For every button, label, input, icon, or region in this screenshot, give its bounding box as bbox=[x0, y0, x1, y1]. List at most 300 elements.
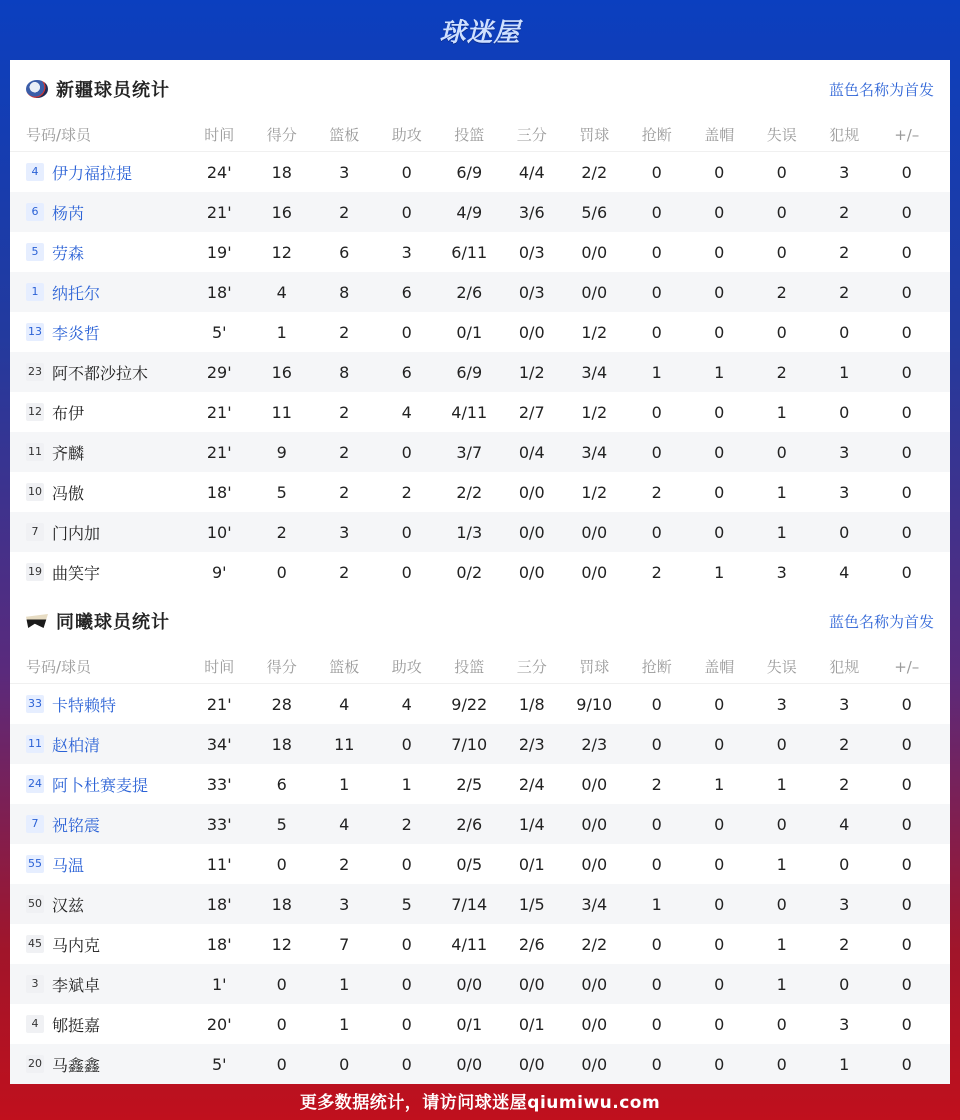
stat-cell: 0 bbox=[401, 974, 412, 994]
jersey-number: 10 bbox=[26, 483, 44, 501]
player-name[interactable]: 门内加 bbox=[52, 523, 101, 543]
stat-cell: 0 bbox=[901, 1014, 912, 1034]
column-header: 时间 bbox=[204, 126, 235, 144]
column-header: 号码/球员 bbox=[26, 126, 92, 144]
stat-cell: 28 bbox=[271, 694, 292, 714]
stat-cell: 0 bbox=[901, 734, 912, 754]
player-name[interactable]: 马内克 bbox=[52, 935, 101, 955]
stat-cell: 9/22 bbox=[451, 694, 488, 714]
stat-cell: 0 bbox=[651, 282, 662, 302]
stat-cell: 3 bbox=[839, 1014, 850, 1034]
stat-cell: 4/9 bbox=[456, 202, 483, 222]
stat-cell: 2/5 bbox=[456, 774, 483, 794]
stat-cell: 3 bbox=[339, 162, 350, 182]
stat-cell: 0/0 bbox=[581, 522, 608, 542]
column-header: 犯规 bbox=[829, 126, 860, 144]
xinjiang-team-logo-icon bbox=[26, 80, 48, 98]
stat-cell: 0 bbox=[401, 162, 412, 182]
stat-cell: 3 bbox=[339, 894, 350, 914]
player-name[interactable]: 布伊 bbox=[52, 403, 85, 423]
stat-cell: 0 bbox=[901, 894, 912, 914]
stat-cell: 0 bbox=[651, 694, 662, 714]
stat-cell: 2 bbox=[651, 482, 662, 502]
stat-cell: 0 bbox=[776, 1014, 787, 1034]
stat-cell: 2 bbox=[401, 814, 412, 834]
stat-cell: 0 bbox=[776, 202, 787, 222]
column-header: 投篮 bbox=[454, 658, 485, 676]
stats-card bbox=[10, 60, 950, 1080]
stat-cell: 2/2 bbox=[581, 162, 608, 182]
stat-cell: 0 bbox=[714, 282, 725, 302]
stat-cell: 5' bbox=[211, 1054, 227, 1074]
stat-cell: 0/0 bbox=[581, 562, 608, 582]
stat-cell: 3/4 bbox=[581, 894, 608, 914]
stat-cell: 0/3 bbox=[518, 242, 545, 262]
stat-cell: 0 bbox=[401, 322, 412, 342]
stat-cell: 1' bbox=[211, 974, 227, 994]
stat-cell: 0 bbox=[901, 242, 912, 262]
player-row[interactable] bbox=[10, 684, 950, 724]
stat-cell: 18 bbox=[271, 894, 292, 914]
jersey-number: 24 bbox=[26, 775, 44, 793]
stat-cell: 0 bbox=[276, 1014, 287, 1034]
stat-cell: 11 bbox=[271, 402, 292, 422]
stat-cell: 0/0 bbox=[581, 774, 608, 794]
stat-cell: 0 bbox=[714, 734, 725, 754]
stat-cell: 6/9 bbox=[456, 162, 483, 182]
player-name[interactable]: 齐麟 bbox=[52, 443, 85, 463]
player-row[interactable] bbox=[10, 512, 950, 552]
stat-cell: 3 bbox=[839, 482, 850, 502]
stat-cell: 0/0 bbox=[581, 814, 608, 834]
team-stats-title: 新疆球员统计 bbox=[56, 80, 170, 101]
stat-cell: 4/4 bbox=[518, 162, 545, 182]
stat-cell: 4 bbox=[401, 402, 412, 422]
player-row[interactable] bbox=[10, 1004, 950, 1044]
stat-cell: 0 bbox=[776, 162, 787, 182]
player-row[interactable] bbox=[10, 232, 950, 272]
stat-cell: 0 bbox=[901, 322, 912, 342]
stat-cell: 0/0 bbox=[518, 322, 545, 342]
column-header: 罚球 bbox=[579, 126, 610, 144]
stat-cell: 0 bbox=[401, 442, 412, 462]
stat-cell: 18 bbox=[271, 734, 292, 754]
stat-cell: 4 bbox=[276, 282, 287, 302]
stat-cell: 2 bbox=[651, 562, 662, 582]
stat-cell: 6 bbox=[276, 774, 287, 794]
stat-cell: 0 bbox=[401, 934, 412, 954]
stat-cell: 0 bbox=[714, 934, 725, 954]
stat-cell: 9' bbox=[211, 562, 227, 582]
player-cell bbox=[10, 1053, 188, 1076]
stat-cell: 0 bbox=[401, 1014, 412, 1034]
player-name[interactable]: 杨芮 bbox=[52, 203, 85, 223]
stat-cell: 2 bbox=[276, 522, 287, 542]
site-header bbox=[0, 0, 960, 60]
stat-cell: 2/6 bbox=[518, 934, 545, 954]
stat-cell: 0 bbox=[839, 522, 850, 542]
player-row[interactable] bbox=[10, 924, 950, 964]
stat-cell: 1 bbox=[776, 522, 787, 542]
jersey-number: 19 bbox=[26, 563, 44, 581]
section-title bbox=[26, 76, 170, 102]
player-cell bbox=[10, 321, 188, 344]
player-cell bbox=[10, 161, 188, 184]
player-name[interactable]: 郇挺嘉 bbox=[52, 1015, 101, 1035]
stat-cell: 29' bbox=[206, 362, 232, 382]
stat-cell: 5/6 bbox=[581, 202, 608, 222]
stat-cell: 6 bbox=[339, 242, 350, 262]
stat-cell: 4 bbox=[339, 694, 350, 714]
stat-cell: 0 bbox=[651, 202, 662, 222]
player-name[interactable]: 赵柏清 bbox=[52, 735, 101, 755]
stat-cell: 16 bbox=[271, 362, 292, 382]
player-row[interactable] bbox=[10, 272, 950, 312]
stat-cell: 3 bbox=[339, 522, 350, 542]
stat-cell: 2/7 bbox=[518, 402, 545, 422]
column-header: 号码/球员 bbox=[26, 658, 92, 676]
jersey-number: 45 bbox=[26, 935, 44, 953]
stat-cell: 0 bbox=[714, 694, 725, 714]
jersey-number: 33 bbox=[26, 695, 44, 713]
stat-cell: 8 bbox=[339, 282, 350, 302]
stat-cell: 0 bbox=[901, 974, 912, 994]
section-header bbox=[10, 60, 950, 118]
stat-cell: 11 bbox=[334, 734, 355, 754]
stat-cell: 0/0 bbox=[456, 1054, 483, 1074]
stat-cell: 0 bbox=[901, 362, 912, 382]
player-row[interactable] bbox=[10, 884, 950, 924]
column-header-row bbox=[10, 118, 950, 152]
stat-cell: 0 bbox=[651, 734, 662, 754]
stat-cell: 3 bbox=[401, 242, 412, 262]
player-cell bbox=[10, 1013, 188, 1036]
stat-cell: 0 bbox=[651, 1014, 662, 1034]
jersey-number: 50 bbox=[26, 895, 44, 913]
stat-cell: 12 bbox=[271, 934, 292, 954]
stat-cell: 0/1 bbox=[518, 1014, 545, 1034]
stat-cell: 24' bbox=[206, 162, 232, 182]
stat-cell: 1/2 bbox=[581, 482, 608, 502]
stat-cell: 0 bbox=[651, 814, 662, 834]
team-stats-title: 同曦球员统计 bbox=[56, 612, 170, 633]
stat-cell: 18 bbox=[271, 162, 292, 182]
stat-cell: 0 bbox=[901, 854, 912, 874]
jersey-number: 4 bbox=[26, 163, 44, 181]
player-row[interactable] bbox=[10, 804, 950, 844]
player-name[interactable]: 李斌卓 bbox=[52, 975, 101, 995]
player-cell bbox=[10, 561, 188, 584]
stat-cell: 2/6 bbox=[456, 282, 483, 302]
player-row[interactable] bbox=[10, 312, 950, 352]
jersey-number: 5 bbox=[26, 243, 44, 261]
player-row[interactable] bbox=[10, 432, 950, 472]
stat-cell: 0 bbox=[901, 694, 912, 714]
stat-cell: 0 bbox=[901, 402, 912, 422]
stat-cell: 18' bbox=[206, 482, 232, 502]
player-name[interactable]: 汉兹 bbox=[52, 895, 85, 915]
stat-cell: 2 bbox=[401, 482, 412, 502]
player-cell bbox=[10, 281, 188, 304]
jersey-number: 4 bbox=[26, 1015, 44, 1033]
stat-cell: 3 bbox=[776, 694, 787, 714]
jersey-number: 6 bbox=[26, 203, 44, 221]
stat-cell: 0 bbox=[714, 894, 725, 914]
column-header: 抢断 bbox=[641, 658, 672, 676]
player-cell bbox=[10, 973, 188, 996]
player-row[interactable] bbox=[10, 1044, 950, 1084]
player-row[interactable] bbox=[10, 552, 950, 592]
stat-cell: 1/8 bbox=[518, 694, 545, 714]
stat-cell: 1 bbox=[776, 934, 787, 954]
stat-cell: 19' bbox=[206, 242, 232, 262]
footer-text[interactable]: 更多数据统计，请访问球迷屋qiumiwu.com bbox=[299, 1092, 661, 1113]
jersey-number: 13 bbox=[26, 323, 44, 341]
stat-cell: 0 bbox=[901, 282, 912, 302]
column-header: 时间 bbox=[204, 658, 235, 676]
stat-cell: 0 bbox=[714, 974, 725, 994]
stat-cell: 0 bbox=[901, 162, 912, 182]
stat-cell: 0 bbox=[776, 734, 787, 754]
stat-cell: 6 bbox=[401, 362, 412, 382]
stat-cell: 1 bbox=[714, 774, 725, 794]
stat-cell: 1/2 bbox=[518, 362, 545, 382]
stat-cell: 3 bbox=[839, 894, 850, 914]
stat-cell: 0 bbox=[401, 562, 412, 582]
stat-cell: 2/2 bbox=[581, 934, 608, 954]
stat-cell: 3/7 bbox=[456, 442, 483, 462]
site-logo[interactable]: 球迷屋 bbox=[439, 17, 521, 48]
stat-cell: 1 bbox=[339, 974, 350, 994]
stat-cell: 16 bbox=[271, 202, 292, 222]
column-header: 失误 bbox=[766, 658, 797, 676]
stat-cell: 18' bbox=[206, 282, 232, 302]
stat-cell: 0 bbox=[651, 934, 662, 954]
jersey-number: 20 bbox=[26, 1055, 44, 1073]
stat-cell: 0 bbox=[651, 1054, 662, 1074]
column-header: 盖帽 bbox=[704, 126, 735, 144]
stat-cell: 0 bbox=[276, 974, 287, 994]
stat-cell: 0 bbox=[401, 202, 412, 222]
stat-cell: 21' bbox=[206, 442, 232, 462]
stat-cell: 6/9 bbox=[456, 362, 483, 382]
stat-cell: 0 bbox=[401, 522, 412, 542]
stat-cell: 2 bbox=[339, 442, 350, 462]
stat-cell: 4 bbox=[339, 814, 350, 834]
player-name[interactable]: 冯傲 bbox=[52, 483, 85, 503]
player-name[interactable]: 马鑫鑫 bbox=[52, 1055, 101, 1075]
stat-cell: 0 bbox=[714, 482, 725, 502]
player-cell bbox=[10, 933, 188, 956]
stat-cell: 0 bbox=[839, 854, 850, 874]
stat-cell: 0 bbox=[339, 1054, 350, 1074]
stat-cell: 0 bbox=[714, 854, 725, 874]
stat-cell: 2 bbox=[839, 734, 850, 754]
stat-cell: 3/4 bbox=[581, 442, 608, 462]
stat-cell: 34' bbox=[206, 734, 232, 754]
stat-cell: 0 bbox=[401, 1054, 412, 1074]
stat-cell: 0 bbox=[651, 442, 662, 462]
stat-cell: 1 bbox=[651, 894, 662, 914]
stat-cell: 11' bbox=[206, 854, 232, 874]
stat-cell: 5 bbox=[276, 814, 287, 834]
stat-cell: 6/11 bbox=[451, 242, 488, 262]
stat-cell: 9/10 bbox=[576, 694, 613, 714]
stat-cell: 2 bbox=[776, 282, 787, 302]
stat-cell: 0 bbox=[714, 522, 725, 542]
column-header: 篮板 bbox=[329, 658, 360, 676]
player-row[interactable] bbox=[10, 192, 950, 232]
stat-cell: 0/0 bbox=[581, 1014, 608, 1034]
stat-cell: 1 bbox=[776, 774, 787, 794]
stat-cell: 1 bbox=[651, 362, 662, 382]
stat-cell: 1/5 bbox=[518, 894, 545, 914]
stat-cell: 0 bbox=[776, 242, 787, 262]
team-section bbox=[10, 592, 950, 1084]
stat-cell: 10' bbox=[206, 522, 232, 542]
stat-cell: 21' bbox=[206, 402, 232, 422]
stat-cell: 0/0 bbox=[518, 522, 545, 542]
stat-cell: 0 bbox=[714, 322, 725, 342]
player-name[interactable]: 李炎哲 bbox=[52, 323, 101, 343]
stat-cell: 0/3 bbox=[518, 282, 545, 302]
stat-cell: 1 bbox=[401, 774, 412, 794]
stat-cell: 0 bbox=[839, 974, 850, 994]
player-row[interactable] bbox=[10, 844, 950, 884]
stat-cell: 3 bbox=[839, 694, 850, 714]
player-cell bbox=[10, 521, 188, 544]
stat-cell: 0 bbox=[651, 322, 662, 342]
stat-cell: 2 bbox=[339, 854, 350, 874]
player-name[interactable]: 阿不都沙拉木 bbox=[52, 363, 149, 383]
stat-cell: 2 bbox=[339, 562, 350, 582]
jersey-number: 3 bbox=[26, 975, 44, 993]
player-cell bbox=[10, 201, 188, 224]
player-cell bbox=[10, 893, 188, 916]
stat-cell: 1/2 bbox=[581, 402, 608, 422]
player-row[interactable] bbox=[10, 472, 950, 512]
stat-cell: 1 bbox=[776, 482, 787, 502]
column-header: 得分 bbox=[266, 126, 297, 144]
player-name[interactable]: 祝铭震 bbox=[52, 815, 101, 835]
stat-cell: 4 bbox=[839, 562, 850, 582]
stat-cell: 3 bbox=[839, 162, 850, 182]
column-header: +/– bbox=[894, 657, 920, 676]
column-header: 犯规 bbox=[829, 658, 860, 676]
player-name[interactable]: 阿卜杜赛麦提 bbox=[52, 775, 149, 795]
column-header: 罚球 bbox=[579, 658, 610, 676]
jersey-number: 1 bbox=[26, 283, 44, 301]
player-name[interactable]: 伊力福拉提 bbox=[52, 163, 133, 183]
player-name[interactable]: 纳托尔 bbox=[52, 283, 101, 303]
stat-cell: 18' bbox=[206, 894, 232, 914]
stat-cell: 0 bbox=[776, 894, 787, 914]
stat-cell: 2 bbox=[651, 774, 662, 794]
player-row[interactable] bbox=[10, 152, 950, 192]
column-header: +/– bbox=[894, 125, 920, 144]
player-row[interactable] bbox=[10, 352, 950, 392]
stat-cell: 9 bbox=[276, 442, 287, 462]
player-cell bbox=[10, 853, 188, 876]
stat-cell: 0 bbox=[901, 774, 912, 794]
stat-cell: 0 bbox=[651, 162, 662, 182]
stat-cell: 1 bbox=[276, 322, 287, 342]
player-name[interactable]: 劳森 bbox=[52, 243, 85, 263]
column-header: 三分 bbox=[516, 126, 547, 144]
stat-cell: 0 bbox=[714, 1054, 725, 1074]
footer-banner bbox=[0, 1080, 960, 1120]
stat-cell: 0/0 bbox=[518, 562, 545, 582]
stat-cell: 0 bbox=[401, 854, 412, 874]
stat-cell: 0/0 bbox=[581, 1054, 608, 1074]
stat-cell: 2 bbox=[839, 282, 850, 302]
player-name[interactable]: 马温 bbox=[52, 855, 85, 875]
stat-cell: 0 bbox=[901, 934, 912, 954]
player-row[interactable] bbox=[10, 764, 950, 804]
stat-cell: 0 bbox=[714, 442, 725, 462]
player-cell bbox=[10, 401, 188, 424]
stat-cell: 33' bbox=[206, 774, 232, 794]
stat-cell: 1/2 bbox=[581, 322, 608, 342]
jersey-number: 7 bbox=[26, 815, 44, 833]
stat-cell: 0 bbox=[714, 1014, 725, 1034]
stat-cell: 18' bbox=[206, 934, 232, 954]
stat-cell: 0 bbox=[276, 854, 287, 874]
player-row[interactable] bbox=[10, 724, 950, 764]
player-row[interactable] bbox=[10, 392, 950, 432]
stat-cell: 5' bbox=[211, 322, 227, 342]
stat-cell: 0 bbox=[776, 322, 787, 342]
stat-cell: 20' bbox=[206, 1014, 232, 1034]
jersey-number: 7 bbox=[26, 523, 44, 541]
stat-cell: 3 bbox=[839, 442, 850, 462]
stat-cell: 0 bbox=[401, 734, 412, 754]
section-title bbox=[26, 608, 170, 634]
stat-cell: 0 bbox=[901, 814, 912, 834]
stat-cell: 1 bbox=[714, 362, 725, 382]
jersey-number: 11 bbox=[26, 735, 44, 753]
stat-cell: 5 bbox=[401, 894, 412, 914]
stat-cell: 2/3 bbox=[581, 734, 608, 754]
stat-cell: 2/6 bbox=[456, 814, 483, 834]
stat-cell: 7/14 bbox=[451, 894, 488, 914]
stat-cell: 0/4 bbox=[518, 442, 545, 462]
stat-cell: 0 bbox=[776, 1054, 787, 1074]
player-row[interactable] bbox=[10, 964, 950, 1004]
stat-cell: 0/0 bbox=[518, 482, 545, 502]
player-cell bbox=[10, 773, 188, 796]
player-name[interactable]: 曲笑宇 bbox=[52, 563, 101, 583]
stat-cell: 4/11 bbox=[451, 934, 488, 954]
stat-cell: 2 bbox=[839, 934, 850, 954]
stat-cell: 2 bbox=[339, 322, 350, 342]
player-name[interactable]: 卡特赖特 bbox=[52, 695, 117, 715]
stat-cell: 1 bbox=[339, 1014, 350, 1034]
column-header: 篮板 bbox=[329, 126, 360, 144]
stat-cell: 4/11 bbox=[451, 402, 488, 422]
team-section bbox=[10, 60, 950, 592]
stat-cell: 7/10 bbox=[451, 734, 488, 754]
tongxi-team-logo-icon bbox=[26, 614, 48, 628]
stat-cell: 0/5 bbox=[456, 854, 483, 874]
stat-cell: 0 bbox=[714, 402, 725, 422]
stat-cell: 0 bbox=[901, 442, 912, 462]
player-cell bbox=[10, 241, 188, 264]
jersey-number: 23 bbox=[26, 363, 44, 381]
column-header: 抢断 bbox=[641, 126, 672, 144]
stat-cell: 3 bbox=[776, 562, 787, 582]
stat-cell: 6 bbox=[401, 282, 412, 302]
